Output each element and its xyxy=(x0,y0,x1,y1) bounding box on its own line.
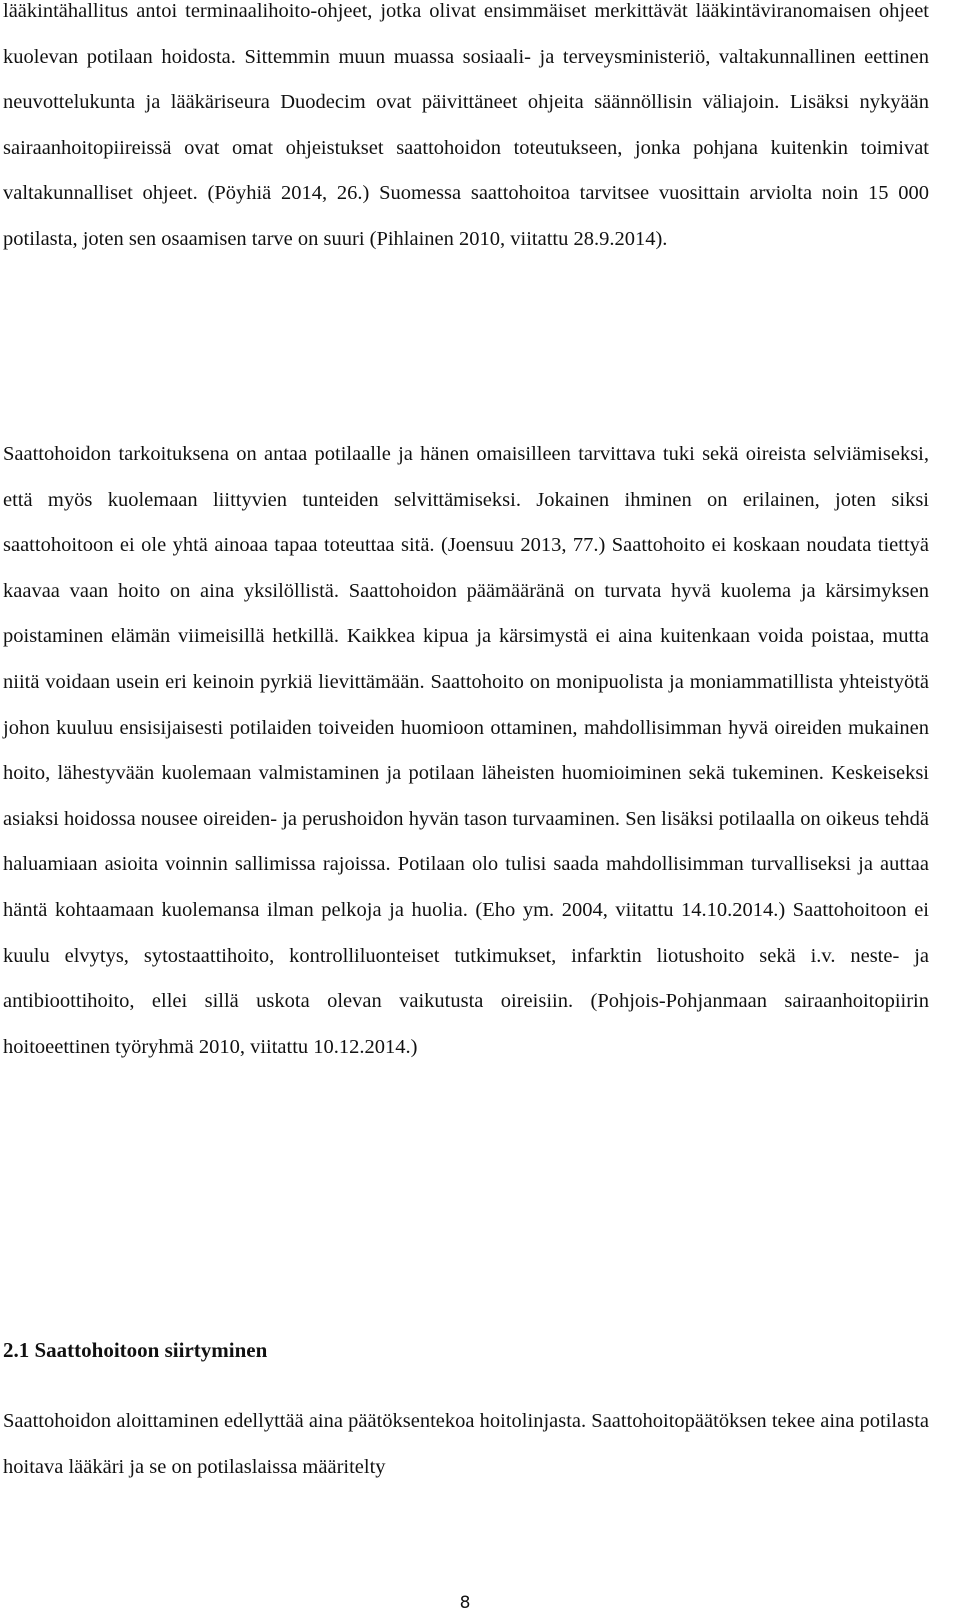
page-number: 8 xyxy=(459,1593,471,1613)
body-paragraph: Saattohoidon aloittaminen edellyttää aina päätöksentekoa hoitolinjasta. Saattohoitopäätöksen tekee aina potilasta hoitava lääkäri ja se on potilaslaissa määritelty xyxy=(3,1410,929,1478)
section-heading: 2.1 Saattohoitoon siirtyminen xyxy=(3,1338,268,1362)
body-paragraph: lääkintähallitus antoi terminaalihoito-ohjeet, jotka olivat ensimmäiset merkittävät lääkintäviranomaisen ohjeet kuolevan potilaan hoidosta. Sittemmin muun muassa sosiaali- ja terveysministeriö, valtakunnallinen eettinen neuvottelukunta ja lääkäriseura Duodecim ovat päivittäneet ohjeita säännöllisin väliajoin. Lisäksi nykyään sairaanhoitopiireissä ovat omat ohjeistukset saattohoidon toteutukseen, jonka pohjana kuitenkin toimivat valtakunnalliset ohjeet. (Pöyhiä 2014, 26.) Suomessa saattohoitoa tarvitsee vuosittain arviolta noin 15 000 potilasta, joten sen osaamisen tarve on suuri (Pihlainen 2010, viitattu 28.9.2014). xyxy=(3,0,929,250)
body-paragraph: Saattohoidon tarkoituksena on antaa potilaalle ja hänen omaisilleen tarvittava tuki sekä oireista selviämiseksi, että myös kuolemaan liittyvien tunteiden selvittämiseksi. Jokainen ihminen on erilainen, joten siksi saattohoitoon ei ole yhtä ainoaa tapaa toteuttaa sitä. (Joensuu 2013, 77.) Saattohoito ei koskaan noudata tiettyä kaavaa vaan hoito on aina yksilöllistä. Saattohoidon päämääränä on turvata hyvä kuolema ja kärsimyksen poistaminen elämän viimeisillä hetkillä. Kaikkea kipua ja kärsimystä ei aina kuitenkaan voida poistaa, mutta niitä voidaan usein eri keinoin pyrkiä lievittämään. Saattohoito on monipuolista ja moniammatillista yhteistyötä johon kuuluu ensisijaisesti potilaiden toiveiden huomioon ottaminen, mahdollisimman hyvä oireiden mukainen hoito, lähestyvään kuolemaan valmistaminen ja potilaan läheisten huomioiminen sekä tukeminen. Keskeiseksi asiaksi hoidossa nousee oireiden- ja perushoidon hyvän tason turvaaminen. Sen lisäksi potilaalla on oikeus tehdä haluamiaan asioita voinnin sallimissa rajoissa. Potilaan olo tulisi saada mahdollisimman turvalliseksi ja auttaa häntä kohtaamaan kuolemansa ilman pelkoja ja huolia. (Eho ym. 2004, viitattu 14.10.2014.) Saattohoitoon ei kuulu elvytys, sytostaattihoito, kontrolliluonteiset tutkimukset, infarktin liotushoito sekä i.v. neste- ja antibioottihoito, ellei sillä uskota olevan vaikutusta oireisiin. (Pohjois-Pohjanmaan sairaanhoitopiirin hoitoeettinen työryhmä 2010, viitattu 10.12.2014.) xyxy=(3,443,929,1058)
